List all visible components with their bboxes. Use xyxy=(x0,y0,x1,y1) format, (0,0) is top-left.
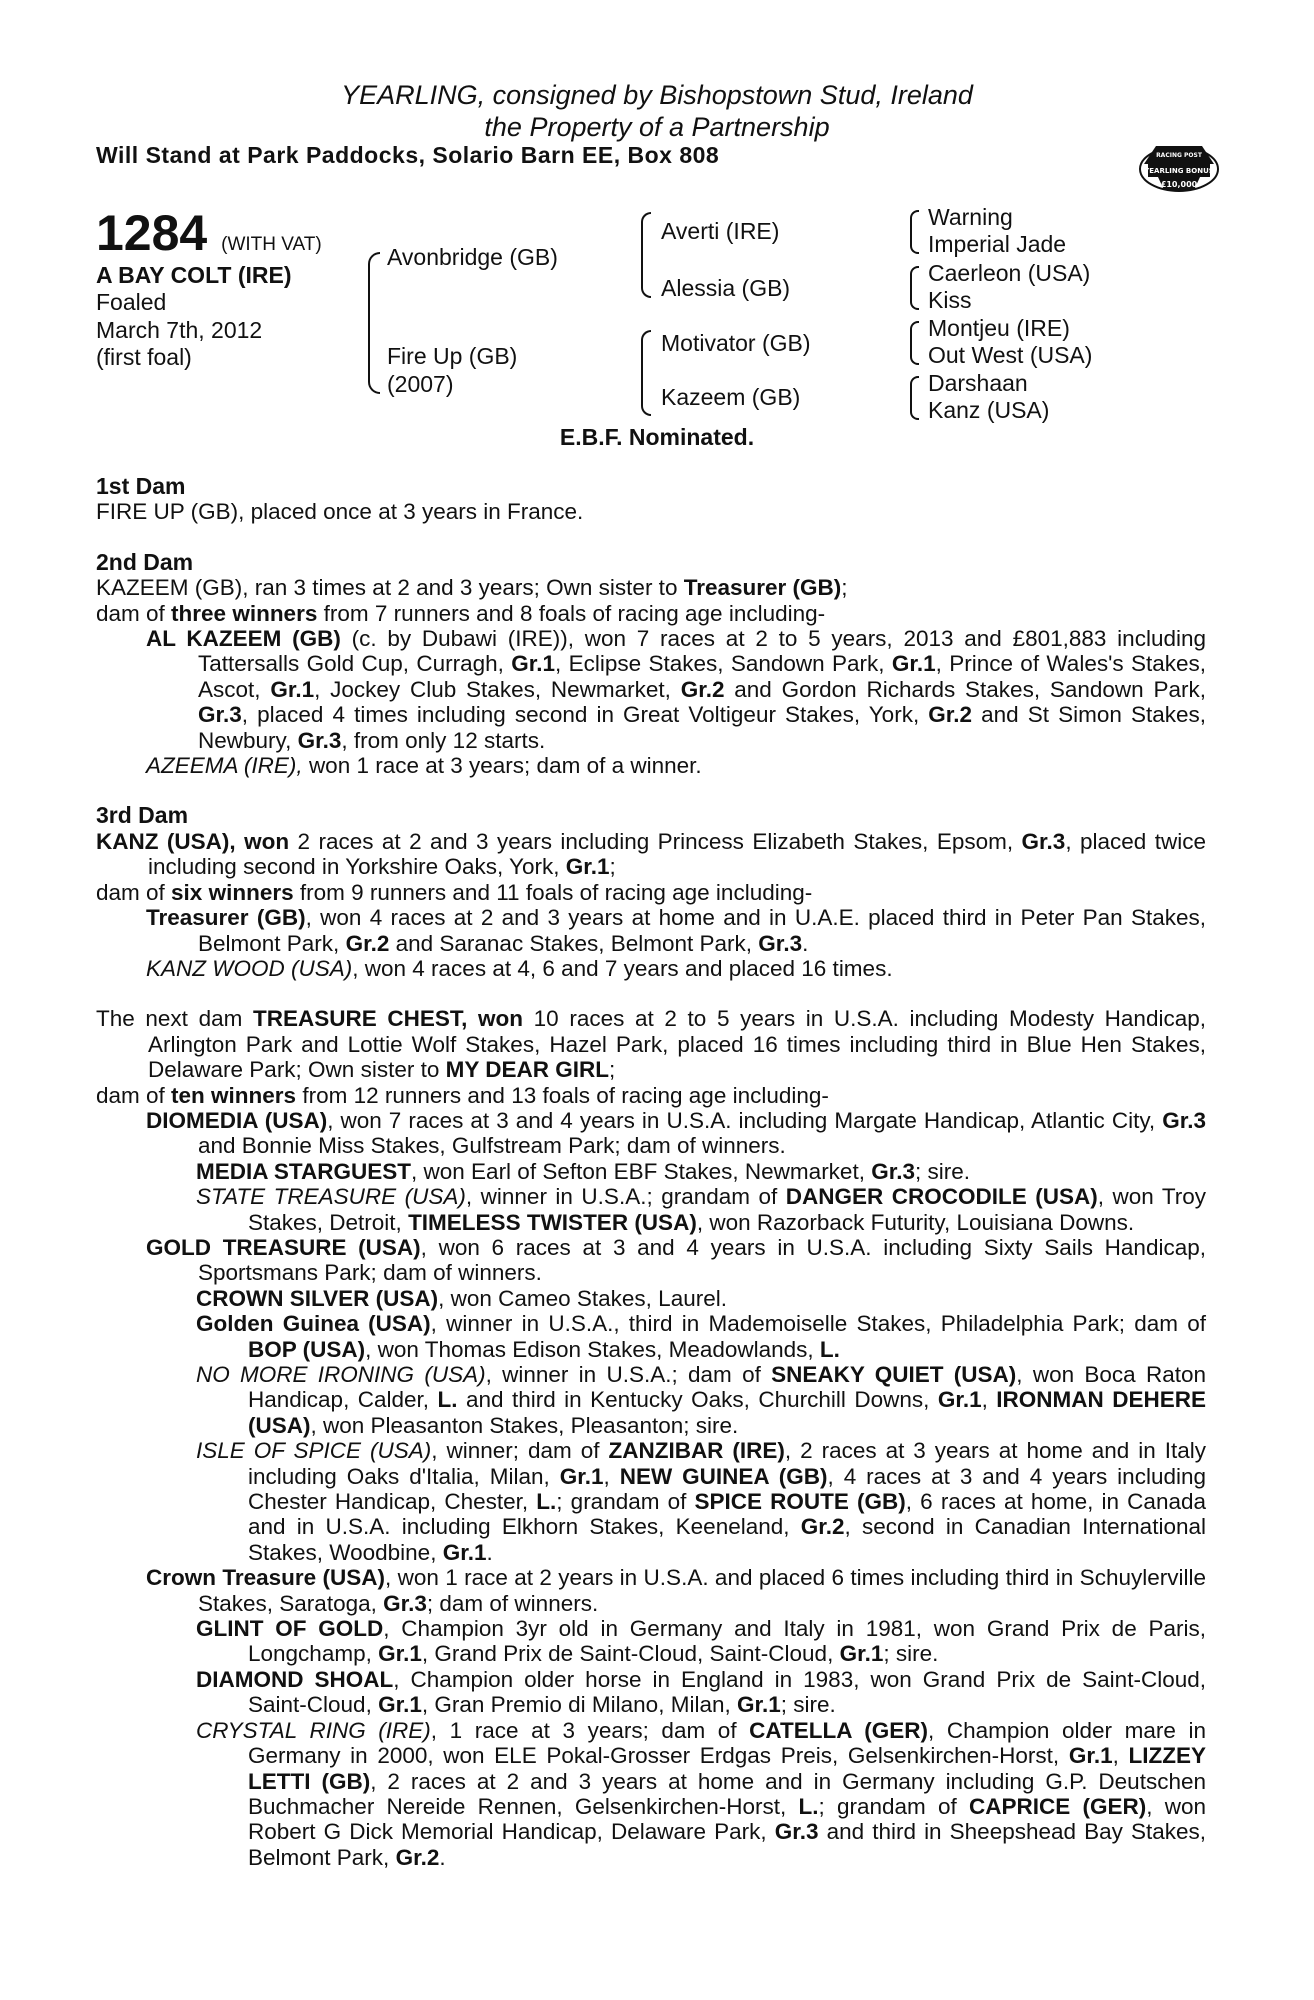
next-dam-paragraph: The next dam TREASURE CHEST, won 10 races at 2 to 5 years in U.S.A. including Modesty Handicap, Arlington Park and Lottie Wolf Stakes, Hazel Park, placed 16 times including third in Blue Hen Stakes, Delaware Park; Own sister to MY DEAR GIRL; xyxy=(96,1006,1206,1083)
produce-state-treasure: STATE TREASURE (USA), winner in U.S.A.; grandam of DANGER CROCODILE (USA), won Troy Stakes, Detroit, TIMELESS TWISTER (USA), won Razorback Futurity, Louisiana Downs. xyxy=(196,1184,1206,1235)
dam-year: (2007) xyxy=(387,371,454,397)
g-bracket-3 xyxy=(910,321,919,365)
produce-media-starguest: MEDIA STARGUEST, won Earl of Sefton EBF Stakes, Newmarket, Gr.3; sire. xyxy=(196,1158,970,1184)
ebf-nomination: E.B.F. Nominated. xyxy=(559,424,755,450)
produce-treasurer: Treasurer (GB), won 4 races at 2 and 3 years at home and in U.A.E. placed third in Peter Pan Stakes, Belmont Park, Gr.2 and Saranac Stakes, Belmont Park, Gr.3. xyxy=(146,905,1206,956)
second-dam-paragraph: KAZEEM (GB), ran 3 times at 2 and 3 years; Own sister to Treasurer (GB); xyxy=(96,575,848,601)
stand-location: Will Stand at Park Paddocks, Solario Barn EE, Box 808 xyxy=(96,142,720,168)
next-dam-produce-line: dam of ten winners from 12 runners and 13 foals of racing age including- xyxy=(96,1082,829,1108)
lot-title: A BAY COLT (IRE) xyxy=(96,262,292,288)
dam-bracket xyxy=(641,330,651,416)
first-foal-note: (first foal) xyxy=(96,344,192,370)
consignor-line: YEARLING, consigned by Bishopstown Stud, Ireland xyxy=(341,80,973,110)
badge-title: YEARLING BONUS xyxy=(1144,167,1214,175)
catalogue-text xyxy=(96,474,1206,1870)
produce-crown-treasure: Crown Treasure (USA), won 1 race at 2 years in U.S.A. and placed 6 times including third in Schuylerville Stakes, Saratoga, Gr.3; dam of winners. xyxy=(146,1565,1206,1616)
dam: Fire Up (GB) xyxy=(387,343,518,369)
foaled-date: March 7th, 2012 xyxy=(96,317,263,343)
dam-granddam-dam: Kanz (USA) xyxy=(928,397,1050,423)
property-line: the Property of a Partnership xyxy=(484,112,830,142)
produce-crown-silver: CROWN SILVER (USA), won Cameo Stakes, Laurel. xyxy=(196,1285,727,1311)
produce-glint-of-gold: GLINT OF GOLD, Champion 3yr old in Germany and Italy in 1981, won Grand Prix de Paris, Longchamp, Gr.1, Grand Prix de Saint-Cloud, Saint-Cloud, Gr.1; sire. xyxy=(196,1616,1206,1667)
lot-number: 1284 xyxy=(96,205,208,261)
badge-brand: RACING POST xyxy=(1156,152,1202,159)
sire-bracket xyxy=(641,212,651,298)
vat-note: (WITH VAT) xyxy=(221,234,322,255)
produce-kanz-wood: KANZ WOOD (USA), won 4 races at 4, 6 and 7 years and placed 16 times. xyxy=(146,955,893,981)
third-dam-paragraph: KANZ (USA), won 2 races at 2 and 3 years including Princess Elizabeth Stakes, Epsom, Gr.3, placed twice including second in Yorkshire Oaks, York, Gr.1; xyxy=(96,828,1206,880)
produce-golden-guinea: Golden Guinea (USA), winner in U.S.A., third in Mademoiselle Stakes, Philadelphia Park; dam of BOP (USA), won Thomas Edison Stakes, Meadowlands, L. xyxy=(196,1311,1206,1362)
first-dam-paragraph: FIRE UP (GB), placed once at 3 years in France. xyxy=(96,499,584,525)
produce-diomedia: DIOMEDIA (USA), won 7 races at 3 and 4 years in U.S.A. including Margate Handicap, Atlantic City, Gr.3 and Bonnie Miss Stakes, Gulfstream Park; dam of winners. xyxy=(146,1107,1206,1159)
produce-al-kazeem: AL KAZEEM (GB) (c. by Dubawi (IRE)), won 7 races at 2 to 5 years, 2013 and £801,883 including Tattersalls Gold Cup, Curragh, Gr.1, Eclipse Stakes, Sandown Park, Gr.1, Prince of Wales's Stakes, Ascot, Gr.1, Jockey Club Stakes, Newmarket, Gr.2 and Gordon Richards Stakes, Sandown Park, Gr.3, placed 4 times including second in Great Voltigeur Stakes, York, Gr.2 and St Simon Stakes, Newbury, Gr.3, from only 12 starts. xyxy=(146,626,1206,753)
second-dam-heading: 2nd Dam xyxy=(96,548,194,575)
sire-dam: Alessia (GB) xyxy=(661,275,791,301)
badge-amount: £10,000 xyxy=(1160,180,1198,189)
granddam-sire: Caerleon (USA) xyxy=(928,260,1091,286)
granddam-dam: Kiss xyxy=(928,287,972,313)
grandsire-dam: Imperial Jade xyxy=(928,231,1067,257)
grandsire-sire: Warning xyxy=(928,204,1013,230)
g-bracket-2 xyxy=(910,266,919,310)
produce-azeema: AZEEMA (IRE), won 1 race at 3 years; dam of a winner. xyxy=(146,753,702,779)
g-bracket-4 xyxy=(910,376,919,420)
sire-sire: Averti (IRE) xyxy=(661,218,780,244)
dam-dam: Kazeem (GB) xyxy=(661,384,801,410)
dam-sire: Motivator (GB) xyxy=(661,330,811,356)
first-dam-heading: 1st Dam xyxy=(96,473,186,499)
sire: Avonbridge (GB) xyxy=(387,244,558,270)
produce-gold-treasure: GOLD TREASURE (USA), won 6 races at 3 and 4 years in U.S.A. including Sixty Sails Handicap, Sportsmans Park; dam of winners. xyxy=(146,1234,1206,1286)
yearling-bonus-badge-icon xyxy=(1138,138,1220,200)
third-dam-produce-line: dam of six winners from 9 runners and 11 foals of racing age including- xyxy=(96,879,813,905)
produce-crystal-ring: CRYSTAL RING (IRE), 1 race at 3 years; dam of CATELLA (GER), Champion older mare in Germany in 2000, won ELE Pokal-Grosser Erdgas Preis, Gelsenkirchen-Horst, Gr.1, LIZZEY LETTI (GB), 2 races at 2 and 3 years at home and in Germany including G.P. Deutschen Buchmacher Nereide Rennen, Gelsenkirchen-Horst, L.; grandam of CAPRICE (GER), won Robert G Dick Memorial Handicap, Delaware Park, Gr.3 and third in Sheepshead Bay Stakes, Belmont Park, Gr.2. xyxy=(196,1717,1206,1870)
pedigree-bracket xyxy=(368,252,380,394)
second-dam-produce-line: dam of three winners from 7 runners and 8 foals of racing age including- xyxy=(96,600,826,626)
produce-diamond-shoal: DIAMOND SHOAL, Champion older horse in England in 1983, won Grand Prix de Saint-Cloud, Saint-Cloud, Gr.1, Gran Premio di Milano, Milan, Gr.1; sire. xyxy=(196,1666,1206,1718)
g-bracket-1 xyxy=(910,210,919,254)
produce-no-more-ironing: NO MORE IRONING (USA), winner in U.S.A.; dam of SNEAKY QUIET (USA), won Boca Raton Handicap, Calder, L. and third in Kentucky Oaks, Churchill Downs, Gr.1, IRONMAN DEHERE (USA), won Pleasanton Stakes, Pleasanton; sire. xyxy=(196,1362,1207,1438)
produce-isle-of-spice: ISLE OF SPICE (USA), winner; dam of ZANZIBAR (IRE), 2 races at 3 years at home and in Italy including Oaks d'Italia, Milan, Gr.1, NEW GUINEA (GB), 4 races at 3 and 4 years including Chester Handicap, Chester, L.; grandam of SPICE ROUTE (GB), 6 races at home, in Canada and in U.S.A. including Elkhorn Stakes, Keeneland, Gr.2, second in Canadian International Stakes, Woodbine, Gr.1. xyxy=(196,1438,1206,1565)
dam-grandsire-sire: Montjeu (IRE) xyxy=(928,315,1070,341)
third-dam-heading: 3rd Dam xyxy=(96,802,189,829)
dam-grandsire-dam: Out West (USA) xyxy=(928,342,1093,368)
dam-granddam-sire: Darshaan xyxy=(928,370,1028,396)
foaled-label: Foaled xyxy=(96,289,167,315)
